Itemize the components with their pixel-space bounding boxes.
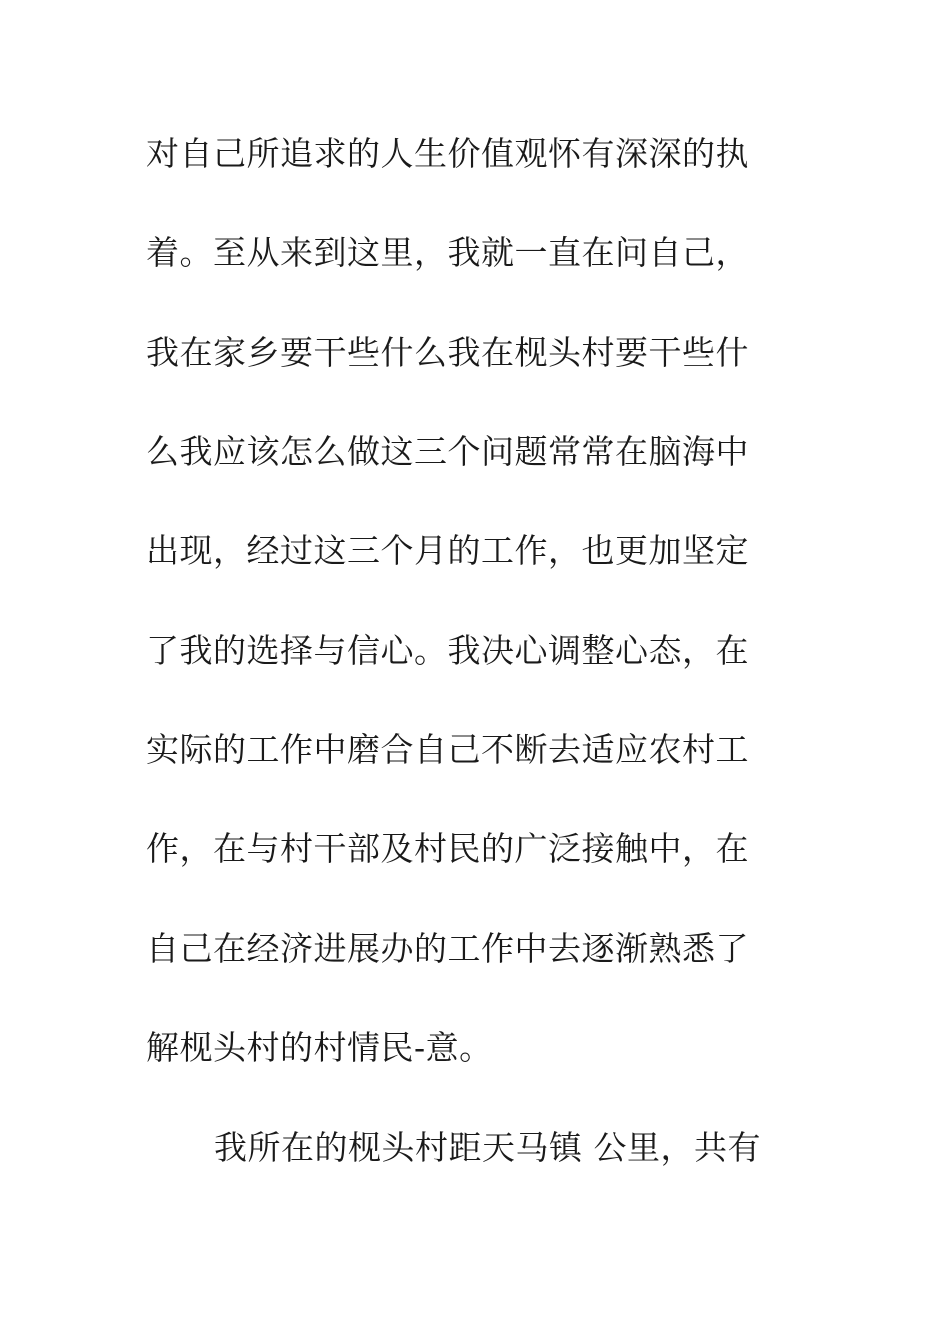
text-line: 自己在经济进展办的工作中去逐渐熟悉了 [146,929,749,968]
text-line: 我在家乡要干些什么我在枧头村要干些什 [146,333,749,372]
text-line: 解枧头村的村情民-意。 [146,1028,493,1067]
text-line: 了我的选择与信心。我决心调整心态，在 [146,631,749,670]
text-line: 对自己所追求的人生价值观怀有深深的执 [146,134,749,173]
text-line: 出现，经过这三个月的工作，也更加坚定 [146,531,749,570]
text-line: 么我应该怎么做这三个问题常常在脑海中 [146,432,749,471]
text-line: 着。至从来到这里，我就一直在问自己， [146,233,749,272]
paragraph-first-line: 我所在的枧头村距天马镇 公里，共有 [214,1128,761,1167]
text-line: 实际的工作中磨合自己不断去适应农村工 [146,730,749,769]
text-line: 作，在与村干部及村民的广泛接触中，在 [146,829,749,868]
